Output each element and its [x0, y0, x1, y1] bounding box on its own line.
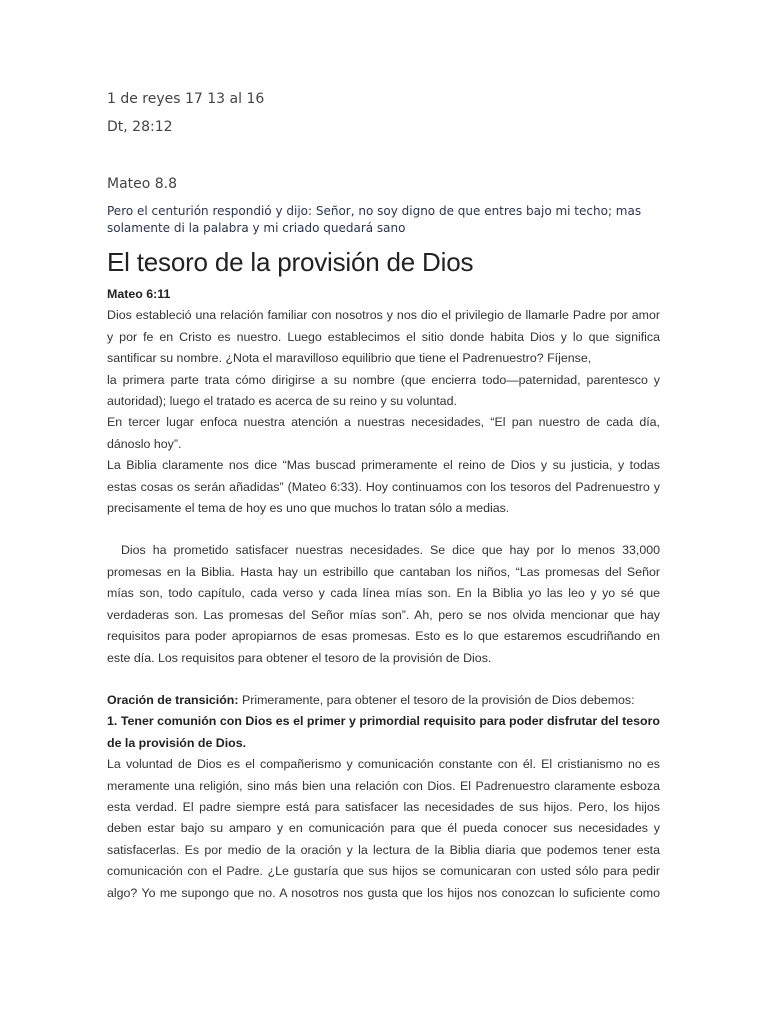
quote-line-2: solamente di la palabra y mi criado quedará sano — [107, 221, 406, 235]
sermon-body — [107, 284, 664, 904]
transition-label: Oración de transición: — [107, 692, 239, 707]
verse-reference: Mateo 6:11 — [107, 287, 171, 301]
paragraph-spacer — [107, 669, 660, 690]
reference-deuteronomio: Dt, 28:12 — [107, 119, 173, 135]
paragraph-1: Dios estableció una relación familiar con nosotros y nos dio el privilegio de llamarle Padre por amor y por fe en Cristo es nuestro. Luego establecimos el sitio donde habita Dios y lo que significa santificar su nombre. ¿Nota el maravilloso equilibrio que tiene el Padrenuestro? Fíjense, — [107, 308, 660, 366]
quote-line-1: Pero el centurión respondió y dijo: Señor, no soy digno de que entres bajo mi techo; mas — [107, 204, 642, 218]
page-title: El tesoro de la provisión de Dios — [107, 247, 474, 277]
point-1-text: 1. Tener comunión con Dios es el primer y primordial requisito para poder disfrutar del tesoro de la provisión de Dios. — [107, 714, 660, 750]
transition-text: Primeramente, para obtener el tesoro de la provisión de Dios debemos: — [238, 692, 635, 707]
reference-mateo-8: Mateo 8.8 — [107, 176, 178, 192]
transition-paragraph — [107, 690, 660, 711]
paragraph-4: La Biblia claramente nos dice “Mas buscad primeramente el reino de Dios y su justicia, y todas estas cosas os serán añadidas” (Mateo 6:33). Hoy continuamos con los tesoros del Padrenuestro y precisamente el tema de hoy es uno que muchos lo tratan sólo a medias. — [107, 458, 660, 516]
paragraph-3: En tercer lugar enfoca nuestra atención a nuestras necesidades, “El pan nuestro de cada día, dánoslo hoy”. — [107, 415, 660, 451]
paragraph-spacer — [107, 519, 660, 540]
point-1-heading — [107, 711, 660, 754]
reference-1-reyes: 1 de reyes 17 13 al 16 — [107, 91, 265, 107]
paragraph-6: La voluntad de Dios es el compañerismo y comunicación constante con él. El cristianismo no es meramente una religión, sino más bien una relación con Dios. El Padrenuestro claramente esboza esta verdad. El padre siempre está para satisfacer las necesidades de sus hijos. Pero, los hijos deben estar bajo su amparo y en comunicación para que él pueda conocer sus necesidades y satisfacerlas. Es por medio de la oración y la lectura de la Biblia diaria que podemos tener esta comunicación con el Padre. ¿Le gustaría que sus hijos se comunicaran con usted sólo para pedir algo? Yo me supongo que no. A nosotros nos gusta que los hijos nos conozcan lo suficiente como — [107, 757, 660, 900]
centurion-quote — [107, 203, 660, 237]
paragraph-5: Dios ha prometido satisfacer nuestras necesidades. Se dice que hay por lo menos 33,000 promesas en la Biblia. Hasta hay un estribillo que cantaban los niños, “Las promesas del Señor mías son, todo capítulo, cada verso y cada línea mías son. En la Biblia yo las leo y yo sé que verdaderas son. Las promesas del Señor mías son”. Ah, pero se nos olvida mencionar que hay requisitos para poder apropiarnos de esas promesas. Esto es lo que estaremos escudriñando en este día. Los requisitos para obtener el tesoro de la provisión de Dios. — [107, 543, 664, 665]
paragraph-2: la primera parte trata cómo dirigirse a su nombre (que encierra todo—paternidad, parentesco y autoridad); luego el tratado es acerca de su reino y su voluntad. — [107, 372, 660, 409]
